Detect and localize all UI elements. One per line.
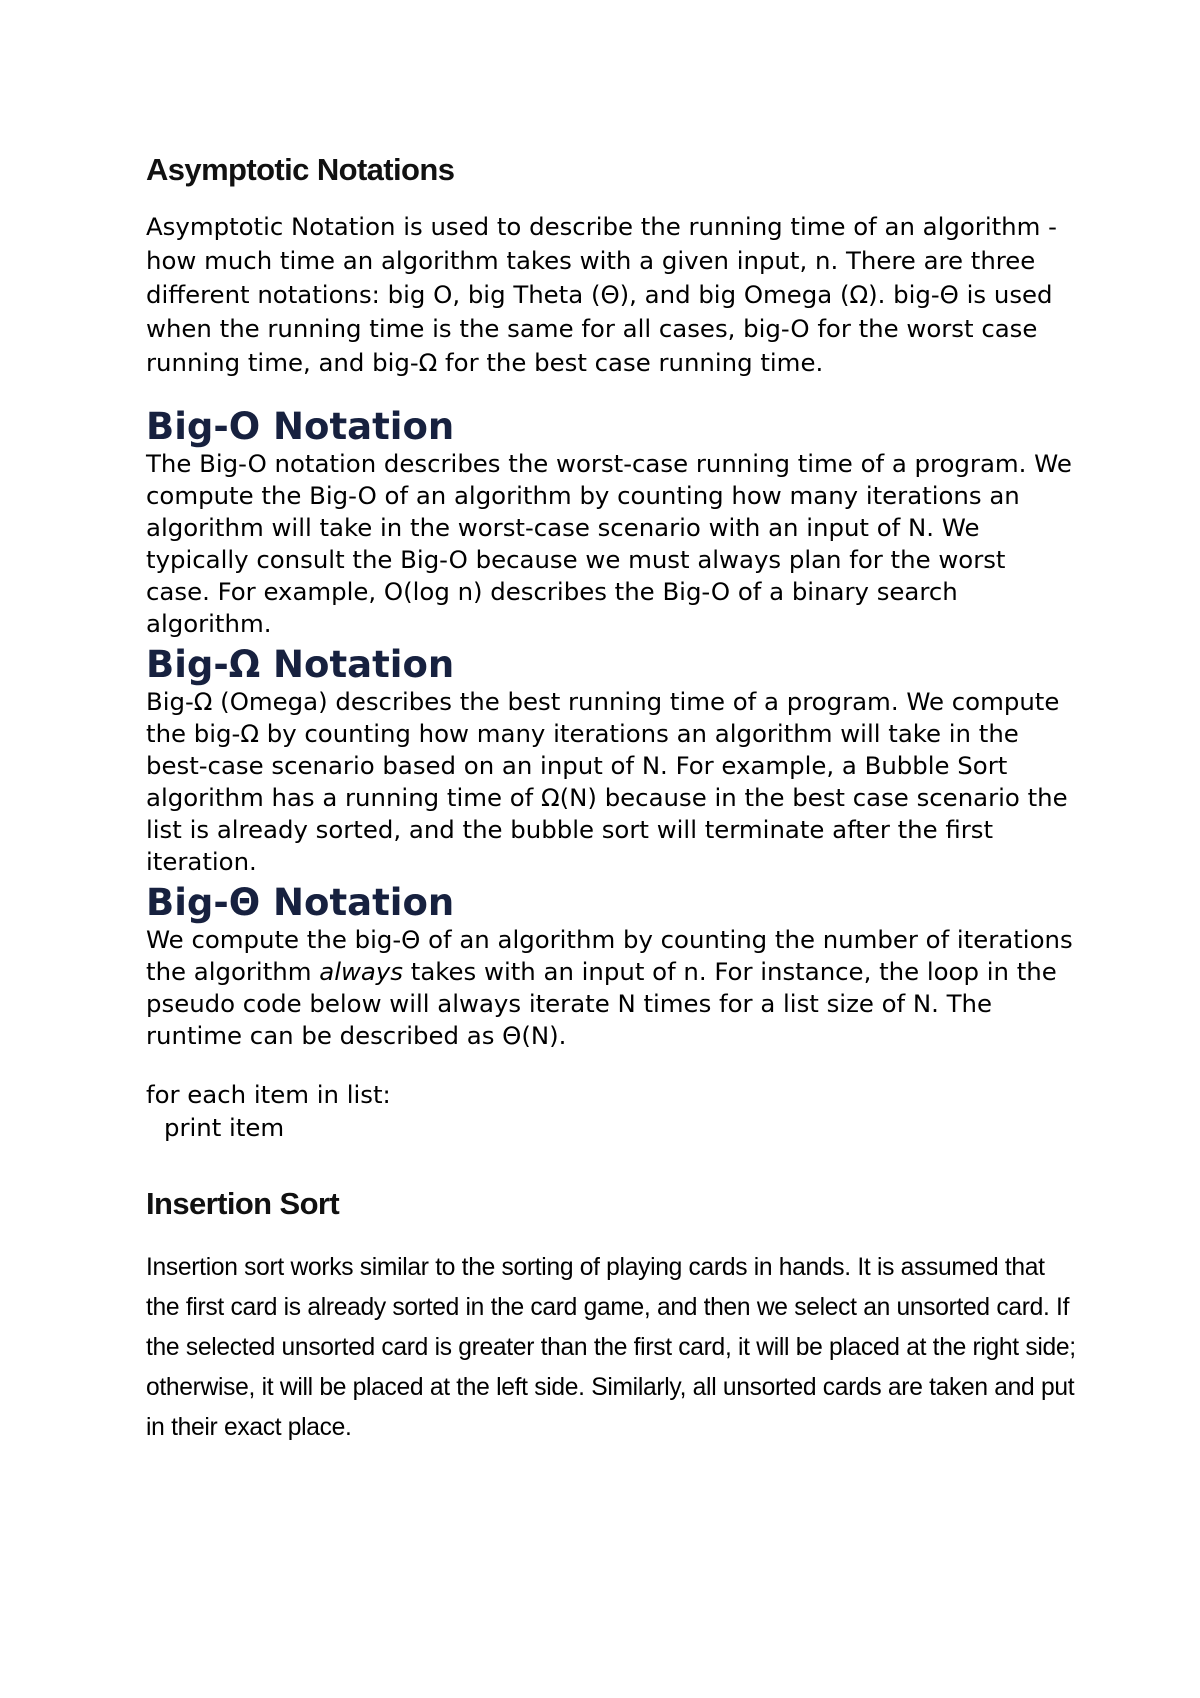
heading-big-omega-notation: Big-Ω Notation (146, 643, 455, 686)
pseudo-code-block (146, 1078, 1076, 1144)
document-content (146, 150, 1076, 1448)
paragraph-big-omega: Big-Ω (Omega) describes the best running time of a program. We compute the big-Ω by counting how many iterations an algorithm will take in the best-case scenario based on an input of N. For example, a Bubble Sort algorithm has a running time of Ω(N) because in the best case scenario the list is already sorted, and the bubble sort will terminate after the first iteration. (146, 687, 1068, 876)
big-theta-emphasis: always (319, 957, 404, 986)
paragraph-insertion-sort: Insertion sort works similar to the sorting of playing cards in hands. It is assumed that the first card is already sorted in the card game, and then we select an unsorted card. If the selected unsorted card is greater than the first card, it will be placed at the right side; otherwise, it will be placed at the left side. Similarly, all unsorted cards are taken and put in their exact place. (146, 1254, 1076, 1441)
big-theta-text-before: We compute the big-Θ of an algorithm by counting the number of iterations the algorithm (146, 925, 1073, 986)
heading-big-theta-notation: Big-Θ Notation (146, 881, 455, 924)
heading-asymptotic-notations: Asymptotic Notations (146, 152, 455, 187)
heading-big-o-notation: Big-O Notation (146, 405, 455, 448)
big-theta-text-after: takes with an input of n. For instance, the loop in the pseudo code below will always iterate N times for a list size of N. The runtime can be described as Θ(N). (146, 957, 1057, 1050)
paragraph-asymptotic-notation: Asymptotic Notation is used to describe the running time of an algorithm - how much time an algorithm takes with a given input, n. There are three different notations: big O, big Theta (Θ), and big Omega (Ω). big-Θ is used when the running time is the same for all cases, big-O for the worst case running time, and big-Ω for the best case running time. (146, 212, 1057, 377)
paragraph-big-o: The Big-O notation describes the worst-case running time of a program. We compute the Big-O of an algorithm by counting how many iterations an algorithm will take in the worst-case scenario with an input of N. We typically consult the Big-O because we must always plan for the worst case. For example, O(log n) describes the Big-O of a binary search algorithm. (146, 449, 1072, 638)
code-line-1: for each item in list: (146, 1080, 391, 1109)
code-line-2: print item (164, 1113, 285, 1142)
heading-insertion-sort: Insertion Sort (146, 1186, 340, 1221)
paragraph-big-theta (146, 924, 1076, 1052)
